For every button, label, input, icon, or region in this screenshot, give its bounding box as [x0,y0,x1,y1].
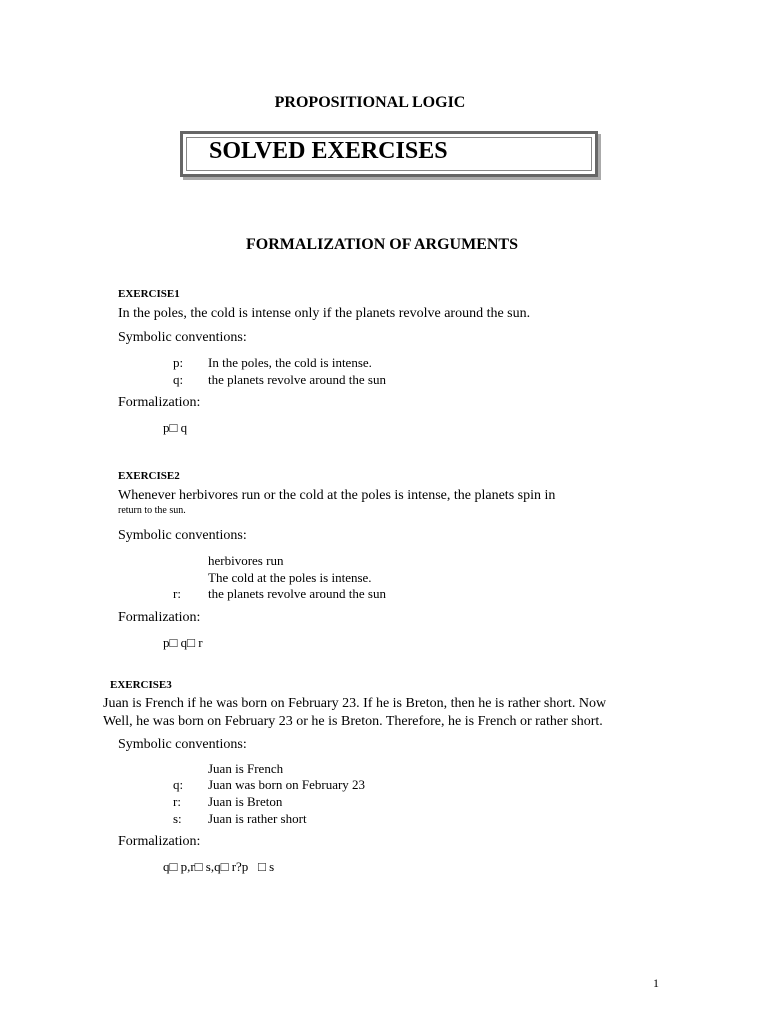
exercise-3-var-q: q: [173,777,184,792]
exercise-3-def-q: Juan was born on February 23 [208,777,366,792]
exercise-1-statement: In the poles, the cold is intense only if the planets revolve around the sun. [118,306,531,321]
exercise-3-statement-line-2: Well, he was born on February 23 or he is Breton. Therefore, he is French or rather short. [103,714,603,729]
exercise-2-var-r: r: [173,586,181,601]
exercise-2-def-2: The cold at the poles is intense. [208,570,372,585]
exercise-3-formula: q□ p,r□ s,q□ r?p □ s [163,859,275,874]
exercise-1-def-p: In the poles, the cold is intense. [208,355,372,370]
exercise-2-formalization-label: Formalization: [118,610,201,625]
exercise-1-var-p: p: [173,355,184,370]
exercise-2-symbolic-label: Symbolic conventions: [118,528,247,543]
exercise-3-symbolic-label: Symbolic conventions: [118,737,247,752]
exercise-1-formalization-label: Formalization: [118,395,201,410]
section-title: FORMALIZATION OF ARGUMENTS [245,236,518,253]
exercise-2-label: EXERCISE2 [118,470,180,482]
exercise-1-formula: p□ q [163,420,188,435]
exercise-1-symbolic-label: Symbolic conventions: [118,330,247,345]
exercise-2-def-1: herbivores run [208,553,284,568]
banner-title: SOLVED EXERCISES [209,138,448,164]
exercise-3-var-s: s: [173,811,182,826]
exercise-3-statement-line-1: Juan is French if he was born on February 23. If he is Breton, then he is rather short. Now [103,696,607,711]
exercise-1-var-q: q: [173,372,184,387]
exercise-1-label: EXERCISE1 [118,288,180,300]
exercise-3-var-r: r: [173,794,181,809]
exercise-3-def-1: Juan is French [208,761,284,776]
exercise-3-def-r: Juan is Breton [208,794,283,809]
document-title: PROPOSITIONAL LOGIC [274,94,466,111]
exercise-2-statement-continued: return to the sun. [118,505,186,516]
exercise-3-def-s: Juan is rather short [208,811,307,826]
solved-exercises-banner [180,131,598,177]
exercise-3-formalization-label: Formalization: [118,834,201,849]
exercise-2-statement: Whenever herbivores run or the cold at the poles is intense, the planets spin in [118,488,556,503]
exercise-1-def-q: the planets revolve around the sun [208,372,386,387]
exercise-3-label: EXERCISE3 [110,679,172,691]
exercise-2-def-r: the planets revolve around the sun [208,586,386,601]
exercise-2-formula: p□ q□ r [163,635,203,650]
page-number: 1 [653,976,659,990]
